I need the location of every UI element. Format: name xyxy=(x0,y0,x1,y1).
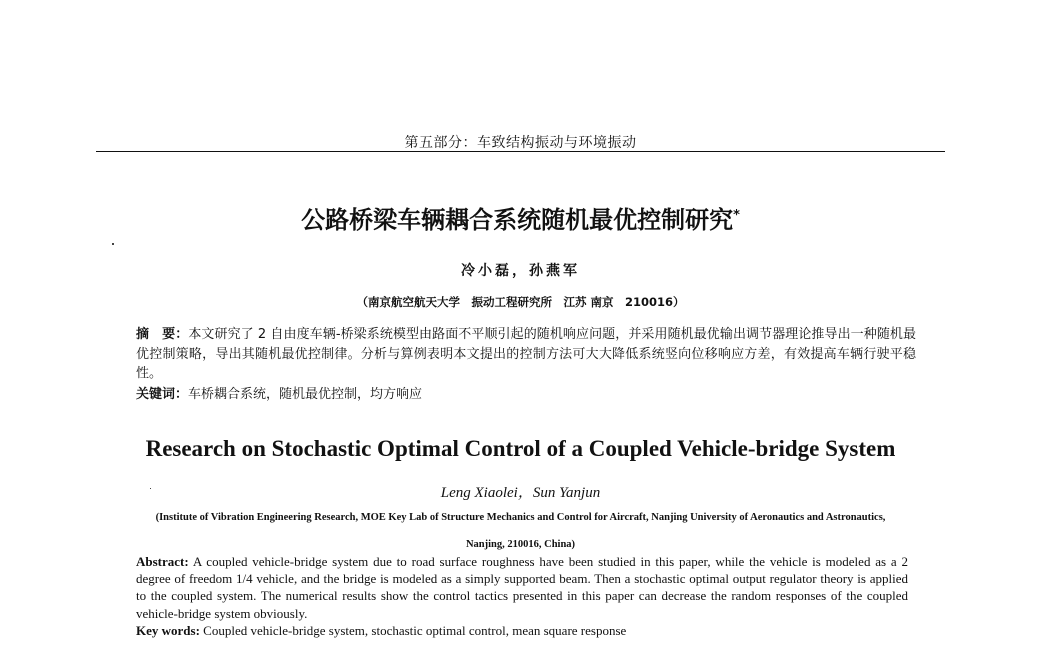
english-authors: Leng Xiaolei，Sun Yanjun xyxy=(440,485,601,501)
english-abstract-label: Abstract: xyxy=(136,554,189,569)
chinese-abstract-text: 本文研究了 2 自由度车辆-桥梁系统模型由路面不平顺引起的随机响应问题，并采用随机最优输出调节器理论推导出一种随机最优控制策略，导出其随机最优控制律。分析与算例表明本文提出的控制方法可大大降低系统竖向位移响应方差，有效提高车辆行驶平稳性。 xyxy=(136,327,916,381)
chinese-keywords-label: 关键词： xyxy=(136,387,189,402)
title-footnote-mark: * xyxy=(733,208,740,223)
english-affiliation-line2: Nanjing, 210016, China) xyxy=(465,539,576,550)
english-abstract xyxy=(136,553,908,622)
english-keywords-text: Coupled vehicle-bridge system, stochastic optimal control, mean square response xyxy=(199,623,627,638)
english-affiliation-line1: (Institute of Vibration Engineering Research, MOE Key Lab of Structure Mechanics and Control for Aircraft, Nanjing University of Aeronautics and Astronautics, xyxy=(155,512,886,523)
scan-speck xyxy=(112,243,114,245)
english-keywords-label: Key words: xyxy=(136,623,200,638)
english-abstract-text: A coupled vehicle-bridge system due to road surface roughness have been studied in this paper, while the vehicle is modeled as a 2 degree of freedom 1/4 vehicle, and the bridge is modeled as a simply supported beam. Then a stochastic optimal output regulator theory is applied to the coupled system. The numerical results show the control tactics presented in this paper can decrease the random responses of the coupled vehicle-bridge system obviously. xyxy=(136,554,908,621)
chinese-title xyxy=(96,200,945,235)
english-title: Research on Stochastic Optimal Control of a Coupled Vehicle-bridge System xyxy=(145,436,896,461)
chinese-keywords-text: 车桥耦合系统，随机最优控制，均方响应 xyxy=(188,387,423,402)
english-keywords xyxy=(136,622,908,639)
section-header: 第五部分：车致结构振动与环境振动 xyxy=(404,135,637,151)
header-rule xyxy=(96,151,945,152)
chinese-affiliation: （南京航空航天大学 振动工程研究所 江苏 南京 210016） xyxy=(356,295,685,309)
chinese-keywords xyxy=(136,385,916,404)
chinese-authors: 冷小磊，孙燕军 xyxy=(461,263,580,279)
chinese-abstract-label: 摘 要： xyxy=(136,327,189,342)
chinese-title-text: 公路桥梁车辆耦合系统随机最优控制研究 xyxy=(301,206,734,234)
chinese-abstract xyxy=(136,325,916,384)
